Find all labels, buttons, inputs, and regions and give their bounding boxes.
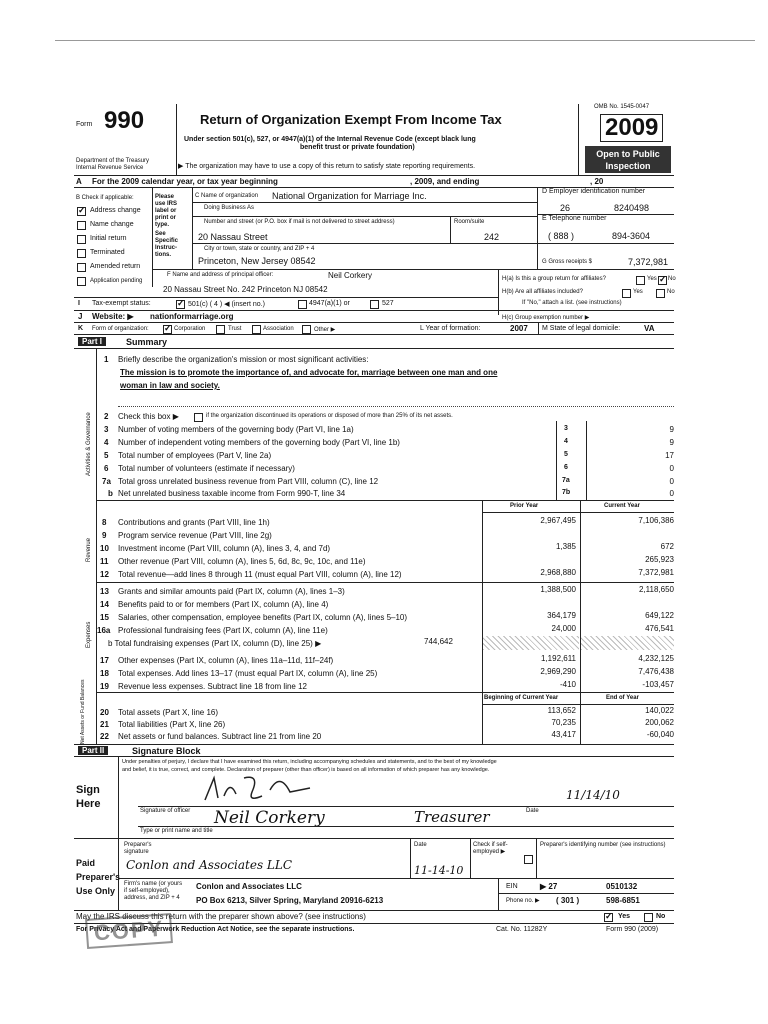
line6-text: Total number of volunteers (estimate if necessary) <box>118 464 295 473</box>
header-divider-right <box>578 104 579 175</box>
paid-label-3: Use Only <box>76 886 116 896</box>
form-subtitle-2: benefit trust or private foundation) <box>300 144 415 151</box>
checkbox-application-pending[interactable] <box>77 277 86 286</box>
rule-firm-top <box>118 878 674 879</box>
city-label: City or town, state or country, and ZIP + 4 <box>204 246 315 252</box>
checkbox-amended-return[interactable] <box>77 263 86 272</box>
line17-prior: 1,192,611 <box>541 654 576 663</box>
line20-text: Total assets (Part X, line 16) <box>118 708 219 717</box>
rule-org-1 <box>192 202 537 203</box>
self-employed-divider <box>470 838 471 878</box>
please-3: print or <box>155 215 176 221</box>
side-divider <box>96 348 97 744</box>
paid-label-1: Paid <box>76 858 96 868</box>
org-right-divider <box>537 187 538 269</box>
side-label-expenses: Expenses <box>86 621 92 648</box>
line16a-prior: 24,000 <box>551 624 576 633</box>
prep-id-label: Preparer's identifying number (see instructions) <box>540 842 666 848</box>
line10-current: 672 <box>660 542 674 551</box>
line10-prior: 1,385 <box>555 542 576 551</box>
paid-label-2: Preparer's <box>76 872 121 882</box>
line4-text: Number of independent voting members of the governing body (Part VI, line 1b) <box>118 438 400 447</box>
line19-text: Revenue less expenses. Subtract line 18 from line 12 <box>118 682 307 691</box>
line7a-number: 7a <box>102 477 111 486</box>
line8-text: Contributions and grants (Part VIII, line 1h) <box>118 518 270 527</box>
line8-current: 7,106,386 <box>638 516 674 525</box>
gross-receipts: 7,372,981 <box>628 257 669 267</box>
line22-prior: 43,417 <box>551 730 576 739</box>
association-label: Association <box>263 326 294 332</box>
firm-phone-label: Phone no. ▶ <box>506 898 540 904</box>
discontinued-checkbox[interactable] <box>194 413 203 422</box>
form-footer: Form 990 (2009) <box>606 926 659 933</box>
officer-address: 20 Nassau Street No. 242 Princeton NJ 08542 <box>163 285 328 294</box>
ha-no-checkbox[interactable] <box>658 276 667 285</box>
form-number: 990 <box>104 107 145 134</box>
ein-label: D Employer identification number <box>542 188 646 195</box>
line18-text: Total expenses. Add lines 13–17 (must equal Part IX, column (A), line 25) <box>118 669 378 678</box>
copy-stamp: COPY <box>85 913 173 949</box>
prep-date-handwritten: 11-14-10 <box>414 864 464 877</box>
room-divider <box>450 216 451 243</box>
line17-text: Other expenses (Part IX, column (A), lines 11a–11d, 11f–24f) <box>118 656 334 665</box>
hb-yes-checkbox[interactable] <box>622 289 631 298</box>
trust-checkbox[interactable] <box>216 325 225 334</box>
line3-box: 3 <box>564 425 568 432</box>
line8-prior: 2,967,495 <box>540 516 576 525</box>
line16b-value: 744,642 <box>424 637 453 646</box>
side-label-revenue: Revenue <box>86 537 92 562</box>
trust-label: Trust <box>228 326 242 332</box>
please-5: See <box>155 231 166 237</box>
label-terminated: Terminated <box>90 249 125 256</box>
please-0: Please <box>155 194 175 200</box>
rule-org-2 <box>192 216 537 217</box>
line6-number: 6 <box>104 464 109 473</box>
corporation-label: Corporation <box>174 326 206 332</box>
rule-rev-bottom <box>96 582 674 583</box>
rule-discuss-top <box>74 910 674 911</box>
association-checkbox[interactable] <box>252 325 261 334</box>
line8-number: 8 <box>102 518 107 527</box>
line5-box: 5 <box>564 451 568 458</box>
officer-name: Neil Corkery <box>328 271 373 280</box>
prep-date-label: Date <box>414 842 427 848</box>
rule-paid-top <box>74 838 674 839</box>
firm-ein-prefix: ▶ 27 <box>540 882 558 891</box>
firm-name: Conlon and Associates LLC <box>196 882 302 891</box>
sig-officer-label: Signature of officer <box>140 808 191 814</box>
line11-current: 265,923 <box>645 555 674 564</box>
line13-current: 2,118,650 <box>639 585 674 594</box>
rule-part1-bottom <box>74 348 674 349</box>
discuss-no-checkbox[interactable] <box>644 913 653 922</box>
officer-label: F Name and address of principal officer: <box>167 272 274 278</box>
prior-year-header: Prior Year <box>510 503 539 509</box>
line15-prior: 364,179 <box>547 611 576 620</box>
other-label: Other ▶ <box>314 327 336 333</box>
m-divider <box>538 322 539 334</box>
line3-number: 3 <box>104 425 109 434</box>
firm-phone-number: 598-6851 <box>606 896 640 905</box>
status-527-checkbox[interactable] <box>370 300 379 309</box>
penalty-text-2: and belief, it is true, correct, and complete. Declaration of preparer (other than officer) is based on all information of which preparer has any knowledge. <box>122 767 490 773</box>
privacy-notice: For Privacy Act and Paperwork Reduction Act Notice, see the separate instructions. <box>76 926 355 933</box>
rule-org-3 <box>192 243 537 244</box>
line20-number: 20 <box>100 708 109 717</box>
please-8: tions. <box>155 252 171 258</box>
line15-text: Salaries, other compensation, employee benefits (Part IX, column (A), lines 5–10) <box>118 613 408 622</box>
rule-gov-bottom <box>96 500 674 501</box>
line18-current: 7,476,438 <box>638 667 674 676</box>
ha-yes-checkbox[interactable] <box>636 276 645 285</box>
line15-number: 15 <box>100 613 109 622</box>
line3-text: Number of voting members of the governing body (Part VI, line 1a) <box>118 425 354 434</box>
ha-yes-label: Yes <box>647 276 657 282</box>
line-j-label: J <box>78 312 83 321</box>
discuss-no-label: No <box>656 913 666 920</box>
dept-line2: Internal Revenue Service <box>76 165 144 171</box>
mission-blank-1 <box>118 406 674 407</box>
status-527-label: 527 <box>382 300 394 307</box>
part2-title: Signature Block <box>132 746 201 756</box>
rule-net-header <box>482 704 674 705</box>
line-i-label: I <box>78 300 80 307</box>
line22-text: Net assets or fund balances. Subtract line 21 from line 20 <box>118 732 322 741</box>
line12-current: 7,372,981 <box>638 568 674 577</box>
dba-label: Doing Business As <box>204 205 255 211</box>
catalog-number: Cat. No. 11282Y <box>496 926 548 933</box>
discuss-question: May the IRS discuss this return with the preparer shown above? (see instructions) <box>76 912 366 921</box>
rule-part1-top <box>74 334 674 335</box>
line14-text: Benefits paid to or for members (Part IX, column (A), line 4) <box>118 600 329 609</box>
checkbox-name-change[interactable] <box>77 221 86 230</box>
firm-address: PO Box 6213, Silver Spring, Maryland 20916-6213 <box>196 896 384 905</box>
line17-current: 4,232,125 <box>638 654 674 663</box>
discuss-yes-label: Yes <box>618 913 631 920</box>
state-notice: ▶ The organization may have to use a copy of this return to satisfy state reporting requirements. <box>178 163 476 170</box>
current-year-header: Current Year <box>604 503 640 509</box>
line20-prior: 113,652 <box>547 706 576 715</box>
h-divider <box>498 269 499 315</box>
line16b-shaded-prior <box>483 636 579 650</box>
section-b-divider <box>152 187 153 287</box>
checkbox-initial-return[interactable] <box>77 235 86 244</box>
rule-exp-bottom <box>96 692 674 693</box>
please-4: type. <box>155 222 170 228</box>
paid-divider <box>118 838 119 910</box>
line19-number: 19 <box>100 682 109 691</box>
line4-number: 4 <box>104 438 109 447</box>
line-a-label: A <box>76 177 82 186</box>
line6-box: 6 <box>564 464 568 471</box>
firm-label-2: if self-employed), <box>124 888 170 894</box>
self-employed-label: Check if self-employed ▶ <box>473 842 508 855</box>
please-6: Specific <box>155 238 179 244</box>
firm-label-1: Firm's name (or yours <box>124 881 183 887</box>
line-k-label: K <box>78 325 84 332</box>
scan-line <box>55 40 755 41</box>
line9-text: Program service revenue (Part VIII, line 2g) <box>118 531 272 540</box>
form-subtitle-1: Under section 501(c), 527, or 4947(a)(1) of the Internal Revenue Code (except black lung <box>184 136 476 143</box>
room-label: Room/suite <box>454 219 485 225</box>
line21-current: 200,062 <box>645 718 674 727</box>
firm-ein-number: 0510132 <box>606 882 638 891</box>
website-label: Website: ▶ <box>92 312 134 321</box>
ha-question: H(a) Is this a group return for affiliates? <box>502 276 606 282</box>
line22-current: -60,040 <box>646 730 674 739</box>
line16a-number: 16a <box>97 626 111 635</box>
officer-signature-scribble <box>200 770 340 810</box>
line6-value: 0 <box>669 464 674 473</box>
street-address: 20 Nassau Street <box>198 232 268 242</box>
rule-part2-bottom <box>74 756 674 757</box>
line21-number: 21 <box>100 720 109 729</box>
line18-prior: 2,969,290 <box>540 667 576 676</box>
hb-no-label: No <box>667 289 675 295</box>
line12-prior: 2,968,880 <box>540 568 576 577</box>
please-7: Instruc- <box>155 245 178 251</box>
line16b-shaded-current <box>581 636 674 650</box>
rule-col-header <box>482 512 674 513</box>
rule-j-top <box>74 310 674 311</box>
please-divider <box>192 187 193 269</box>
hb-question: H(b) Are all affiliates included? <box>502 289 583 295</box>
corporation-checkbox[interactable] <box>163 325 172 334</box>
line7b-text: Net unrelated business taxable income from Form 990-T, line 34 <box>118 489 346 498</box>
line5-text: Total number of employees (Part V, line 2a) <box>118 451 272 460</box>
boy-header: Beginning of Current Year <box>484 695 559 701</box>
line2-description: if the organization discontinued its operations or disposed of more than 25% of its net assets. <box>206 413 453 419</box>
rule-f-top <box>152 269 674 270</box>
line16b-text: b Total fundraising expenses (Part IX, column (D), line 25) ▶ <box>108 639 322 648</box>
line11-number: 11 <box>100 557 109 566</box>
line22-number: 22 <box>100 732 109 741</box>
line10-text: Investment income (Part VIII, column (A), lines 3, 4, and 7d) <box>118 544 331 553</box>
gov-box-divider <box>556 421 557 500</box>
mission-line-1: The mission is to promote the importance of, and advocate for, marriage between one man and one <box>120 368 498 377</box>
sig-date-label: Date <box>526 808 539 814</box>
line7b-value: 0 <box>669 489 674 498</box>
label-amended-return: Amended return <box>90 263 141 270</box>
please-1: use IRS <box>155 201 178 207</box>
line-a-mid: , 2009, and ending <box>410 177 480 186</box>
gross-receipts-label: G Gross receipts $ <box>542 259 593 265</box>
hb-no-checkbox[interactable] <box>656 289 665 298</box>
status-501c-label: 501(c) ( 4 ) ◀ (insert no.) <box>188 301 265 308</box>
line17-number: 17 <box>100 656 109 665</box>
line1-number: 1 <box>104 355 109 364</box>
line21-text: Total liabilities (Part X, line 26) <box>118 720 226 729</box>
preparer-signature-handwritten: Conlon and Associates LLC <box>126 858 293 872</box>
line1-question: Briefly describe the organization's mission or most significant activities: <box>118 355 369 364</box>
label-application-pending: Application pending <box>90 278 143 284</box>
prep-date-divider <box>410 838 411 878</box>
self-employed-checkbox[interactable] <box>524 855 533 864</box>
room-suite: 242 <box>484 232 500 242</box>
line7a-value: 0 <box>669 477 674 486</box>
phone-label: E Telephone number <box>542 215 607 222</box>
phone-number: 894-3604 <box>612 231 651 241</box>
line4-box: 4 <box>564 438 568 445</box>
website-value: nationformarriage.org <box>150 312 234 321</box>
firm-ein-label: EIN <box>506 883 518 890</box>
ein-prefix: 26 <box>560 203 571 213</box>
line7b-box: 7b <box>562 489 571 496</box>
penalty-text-1: Under penalties of perjury, I declare that I have examined this return, including accompanying schedules and statements, and to the best of my knowledge <box>122 759 497 765</box>
line21-prior: 70,235 <box>551 718 576 727</box>
omb-number: OMB No. 1545-0047 <box>594 104 650 110</box>
line13-text: Grants and similar amounts paid (Part IX, column (A), lines 1–3) <box>118 587 345 596</box>
line13-number: 13 <box>100 587 109 596</box>
line5-number: 5 <box>104 451 109 460</box>
line18-number: 18 <box>100 669 109 678</box>
hb-yes-label: Yes <box>633 289 643 295</box>
preparer-sig-label: Preparer's signature <box>124 842 152 855</box>
label-address-change: Address change <box>90 207 141 214</box>
line-a-text: For the 2009 calendar year, or tax year beginning <box>92 177 278 186</box>
line4-value: 9 <box>669 438 674 447</box>
line-i-text: Tax-exempt status: <box>92 300 151 307</box>
part1-title: Summary <box>126 337 168 347</box>
label-initial-return: Initial return <box>90 235 127 242</box>
state-domicile-value: VA <box>644 324 655 333</box>
rule-i-top <box>74 297 498 298</box>
line9-number: 9 <box>102 531 107 540</box>
line13-prior: 1,388,500 <box>540 585 576 594</box>
line12-text: Total revenue—add lines 8 through 11 (must equal Part VIII, column (A), line 12) <box>118 570 402 579</box>
rule-e <box>537 243 674 244</box>
check-applicable-title: B Check if applicable: <box>76 195 134 201</box>
signer-name-handwritten: Neil Corkery <box>214 808 325 828</box>
sig-officer-line <box>138 806 674 807</box>
gov-value-divider <box>586 421 587 500</box>
line7a-text: Total gross unrelated business revenue from Part VIII, column (C), line 12 <box>118 477 379 486</box>
firm-label-3: address, and ZIP + 4 <box>124 895 180 901</box>
line14-number: 14 <box>100 600 109 609</box>
city-state-zip: Princeton, New Jersey 08542 <box>198 256 316 266</box>
dept-line1: Department of the Treasury <box>76 158 150 164</box>
line2-number: 2 <box>104 412 109 421</box>
part1-label: Part I <box>78 337 106 346</box>
please-2: label or <box>155 208 177 214</box>
state-domicile-label: M State of legal domicile: <box>542 325 621 332</box>
here-label: Here <box>76 798 101 810</box>
part2-label: Part II <box>78 746 108 755</box>
checkbox-terminated[interactable] <box>77 249 86 258</box>
open-inspection-box <box>585 146 671 173</box>
status-4947-label: 4947(a)(1) or <box>309 300 350 307</box>
eoy-header: End of Year <box>606 695 639 701</box>
signature-date: 11/14/10 <box>566 788 620 802</box>
line5-value: 17 <box>665 451 674 460</box>
mission-line-2: woman in law and society. <box>120 381 220 390</box>
line16a-current: 476,541 <box>645 624 674 633</box>
org-name-label: C Name of organization <box>195 193 259 199</box>
header-divider-left <box>176 104 177 175</box>
ein-number: 8240498 <box>614 203 650 213</box>
line7b-number: b <box>108 489 113 498</box>
sign-divider <box>118 756 119 838</box>
type-name-label: Type or print name and title <box>140 828 213 834</box>
line10-number: 10 <box>100 544 109 553</box>
phone-area: ( 888 ) <box>548 231 575 241</box>
open-public-text: Open to Public <box>596 149 660 159</box>
ha-no-label: No <box>668 276 676 282</box>
year-formation-label: L Year of formation: <box>420 325 481 332</box>
other-checkbox[interactable] <box>302 325 311 334</box>
checkbox-address-change[interactable] <box>77 207 86 216</box>
line-a-end: , 20 <box>590 177 604 186</box>
org-name: National Organization for Marriage Inc. <box>272 191 427 201</box>
status-501c-checkbox[interactable] <box>176 300 185 309</box>
form-word: Form <box>76 121 93 128</box>
line16a-text: Professional fundraising fees (Part IX, column (A), line 11e) <box>118 626 328 635</box>
firm-ein-divider <box>498 878 499 910</box>
street-label: Number and street (or P.O. box if mail is not delivered to street address) <box>204 219 395 225</box>
line11-text: Other revenue (Part VIII, column (A), lines 5, 6d, 8c, 9c, 10c, and 11e) <box>118 557 366 566</box>
form-of-org-label: Form of organization: <box>92 326 149 332</box>
prep-id-divider <box>536 838 537 878</box>
signer-title-handwritten: Treasurer <box>414 808 490 826</box>
hc-group-exemption: H(c) Group exemption number ▶ <box>502 315 590 321</box>
status-4947-checkbox[interactable] <box>298 300 307 309</box>
line19-prior: -410 <box>559 680 576 689</box>
form-title: Return of Organization Exempt From Income Tax <box>200 112 502 127</box>
inspection-text: Inspection <box>605 161 651 171</box>
rule-firm-mid <box>498 893 674 894</box>
line19-current: -103,457 <box>642 680 674 689</box>
label-name-change: Name change <box>90 221 134 228</box>
line3-value: 9 <box>669 425 674 434</box>
line15-current: 649,122 <box>645 611 674 620</box>
side-label-net-assets: Net Assets or Fund Balances <box>80 679 86 744</box>
sign-label: Sign <box>76 784 100 796</box>
rule-part2-top <box>74 744 674 745</box>
type-name-line <box>138 826 674 827</box>
side-label-governance: Activities & Governance <box>86 412 92 476</box>
hb-note: If "No," attach a list. (see instructions) <box>522 300 622 306</box>
firm-phone-area: ( 301 ) <box>556 896 580 905</box>
year-formation-value: 2007 <box>510 324 528 333</box>
discuss-yes-checkbox[interactable] <box>604 913 613 922</box>
line7a-box: 7a <box>562 477 570 484</box>
tax-year: 2009 <box>600 114 663 142</box>
line20-current: 140,022 <box>645 706 674 715</box>
line12-number: 12 <box>100 570 109 579</box>
rule-a-top <box>74 175 674 176</box>
line2-text: Check this box ▶ <box>118 412 179 421</box>
